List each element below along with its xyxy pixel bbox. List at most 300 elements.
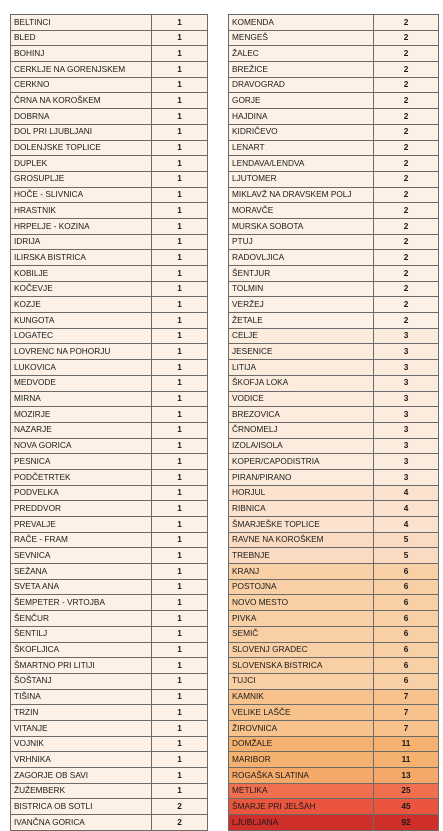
count-value: 3 [374,328,439,344]
table-row [11,720,208,736]
municipality-name: ZAGORJE OB SAVI [11,768,152,784]
count-value: 6 [374,564,439,580]
table-row [11,658,208,674]
count-value: 2 [374,30,439,46]
count-value: 1 [152,736,208,752]
count-value: 1 [152,422,208,438]
table-row [11,736,208,752]
table-row [11,407,208,423]
municipality-name: HOČE - SLIVNICA [11,187,152,203]
municipality-name: BOHINJ [11,46,152,62]
municipality-name: DUPLEK [11,156,152,172]
table-row [229,360,439,376]
municipality-name: LJUBLJANA [229,815,374,831]
table-row [229,501,439,517]
count-value: 3 [374,407,439,423]
table-row [11,705,208,721]
table-row [229,658,439,674]
table-row [229,595,439,611]
municipality-name: ŠKOFJA LOKA [229,375,374,391]
table-row [229,297,439,313]
table-row [11,218,208,234]
table-row [11,391,208,407]
count-value: 2 [374,313,439,329]
municipality-name: ŠEMPETER - VRTOJBA [11,595,152,611]
count-value: 1 [152,140,208,156]
municipality-name: IDRIJA [11,234,152,250]
municipality-name: HORJUL [229,485,374,501]
municipality-name: HRASTNIK [11,203,152,219]
count-value: 1 [152,673,208,689]
count-value: 1 [152,689,208,705]
count-value: 1 [152,15,208,31]
table-row [229,281,439,297]
count-value: 1 [152,485,208,501]
count-value: 1 [152,454,208,470]
table-row [11,15,208,31]
municipality-name: ŠENTILJ [11,626,152,642]
count-value: 6 [374,595,439,611]
count-value: 25 [374,783,439,799]
municipality-name: HAJDINA [229,109,374,125]
municipality-name: CERKLJE NA GORENJSKEM [11,62,152,78]
municipality-name: TREBNJE [229,548,374,564]
count-value: 1 [152,391,208,407]
table-row [229,736,439,752]
table-row [11,485,208,501]
municipality-name: ŠMARTNO PRI LITIJI [11,658,152,674]
municipality-name: MEDVODE [11,375,152,391]
table-row [229,705,439,721]
municipality-name: MENGEŠ [229,30,374,46]
municipality-name: MORAVČE [229,203,374,219]
municipality-name: BISTRICA OB SOTLI [11,799,152,815]
table-row [229,313,439,329]
count-value: 3 [374,344,439,360]
table-row [11,469,208,485]
municipality-name: PODČETRTEK [11,469,152,485]
municipality-name: HRPELJE - KOZINA [11,218,152,234]
count-value: 1 [152,658,208,674]
municipality-name: LJUTOMER [229,171,374,187]
count-value: 6 [374,611,439,627]
table-row [229,140,439,156]
count-value: 2 [374,297,439,313]
municipality-name: MOZIRJE [11,407,152,423]
municipality-name: KOČEVJE [11,281,152,297]
count-value: 1 [152,705,208,721]
municipality-name: GROSUPLJE [11,171,152,187]
table-row [229,673,439,689]
table-row [11,344,208,360]
municipality-name: RAVNE NA KOROŠKEM [229,532,374,548]
count-value: 1 [152,344,208,360]
table-row [11,548,208,564]
table-body-left [11,15,208,831]
municipality-name: MURSKA SOBOTA [229,218,374,234]
municipality-name: VELIKE LAŠČE [229,705,374,721]
table-row [229,266,439,282]
table-row [11,250,208,266]
table-row [11,689,208,705]
count-value: 1 [152,438,208,454]
table-row [11,266,208,282]
municipality-name: MIKLAVŽ NA DRAVSKEM POLJ [229,187,374,203]
municipality-name: SEMIČ [229,626,374,642]
count-value: 3 [374,391,439,407]
table-body-right [229,15,439,831]
count-value: 2 [374,203,439,219]
table-row [11,46,208,62]
count-value: 1 [152,30,208,46]
municipality-name: BELTINCI [11,15,152,31]
table-row [229,611,439,627]
municipality-name: MIRNA [11,391,152,407]
table-row [229,30,439,46]
count-value: 1 [152,642,208,658]
count-value: 1 [152,156,208,172]
count-value: 3 [374,438,439,454]
municipality-name: LENART [229,140,374,156]
table-row [11,62,208,78]
count-value: 1 [152,517,208,533]
count-value: 2 [152,799,208,815]
count-value: 6 [374,673,439,689]
count-value: 1 [152,313,208,329]
count-value: 1 [152,328,208,344]
municipality-name: ŠMARJE PRI JELŠAH [229,799,374,815]
table-row [229,626,439,642]
count-value: 1 [152,187,208,203]
municipality-name: BLED [11,30,152,46]
municipality-name: NOVO MESTO [229,595,374,611]
municipality-name: JESENICE [229,344,374,360]
table-row [11,234,208,250]
municipality-table-right [228,14,439,831]
municipality-name: ČRNOMELJ [229,422,374,438]
municipality-name: KRANJ [229,564,374,580]
table-row [229,689,439,705]
count-value: 1 [152,124,208,140]
count-value: 1 [152,93,208,109]
table-row [229,799,439,815]
municipality-name: TUJCI [229,673,374,689]
municipality-name: ŠKOFLJICA [11,642,152,658]
table-row [229,469,439,485]
table-row [11,783,208,799]
table-row [229,564,439,580]
table-row [229,532,439,548]
count-value: 3 [374,454,439,470]
table-row [11,564,208,580]
municipality-name: LUKOVICA [11,360,152,376]
table-row [229,62,439,78]
count-value: 1 [152,595,208,611]
count-value: 6 [374,658,439,674]
count-value: 1 [152,548,208,564]
table-row [229,642,439,658]
count-value: 1 [152,360,208,376]
table-row [229,234,439,250]
municipality-name: DOBRNA [11,109,152,125]
count-value: 1 [152,626,208,642]
table-row [11,768,208,784]
count-value: 1 [152,469,208,485]
table-row [11,422,208,438]
table-row [11,611,208,627]
count-value: 5 [374,532,439,548]
municipality-name: ŽIROVNICA [229,720,374,736]
table-row [11,187,208,203]
municipality-name: NAZARJE [11,422,152,438]
table-row [229,517,439,533]
municipality-name: BREŽICE [229,62,374,78]
count-value: 1 [152,109,208,125]
municipality-name: DOLENJSKE TOPLICE [11,140,152,156]
municipality-name: RIBNICA [229,501,374,517]
count-value: 6 [374,626,439,642]
count-value: 6 [374,579,439,595]
municipality-name: TIŠINA [11,689,152,705]
count-value: 1 [152,218,208,234]
table-row [11,171,208,187]
count-value: 1 [152,203,208,219]
table-row [229,438,439,454]
table-row [229,548,439,564]
municipality-name: SVETA ANA [11,579,152,595]
count-value: 1 [152,564,208,580]
municipality-name: ŠOŠTANJ [11,673,152,689]
count-value: 4 [374,485,439,501]
municipality-name: ŽUŽEMBERK [11,783,152,799]
municipality-name: ŽALEC [229,46,374,62]
count-value: 2 [374,171,439,187]
table-row [229,203,439,219]
count-value: 2 [374,218,439,234]
municipality-name: PIRAN/PIRANO [229,469,374,485]
count-value: 1 [152,297,208,313]
municipality-name: KOZJE [11,297,152,313]
table-row [11,673,208,689]
municipality-name: PREDDVOR [11,501,152,517]
table-row [229,218,439,234]
count-value: 1 [152,501,208,517]
count-value: 3 [374,360,439,376]
count-value: 7 [374,720,439,736]
municipality-name: POSTOJNA [229,579,374,595]
municipality-name: KOPER/CAPODISTRIA [229,454,374,470]
count-value: 2 [374,266,439,282]
table-row [11,375,208,391]
table-row [11,438,208,454]
count-value: 11 [374,752,439,768]
table-row [229,46,439,62]
table-row [229,485,439,501]
table-row [11,626,208,642]
table-row [229,454,439,470]
table-row [229,783,439,799]
table-row [229,375,439,391]
table-row [11,642,208,658]
table-row [229,93,439,109]
count-value: 2 [374,77,439,93]
municipality-name: BREZOVICA [229,407,374,423]
count-value: 3 [374,375,439,391]
count-value: 4 [374,517,439,533]
municipality-name: METLIKA [229,783,374,799]
municipality-name: RADOVLJICA [229,250,374,266]
table-row [11,124,208,140]
count-value: 2 [374,156,439,172]
municipality-name: LENDAVA/LENDVA [229,156,374,172]
municipality-name: VOJNIK [11,736,152,752]
count-value: 13 [374,768,439,784]
municipality-table-left [10,14,208,831]
table-row [11,454,208,470]
count-value: 1 [152,611,208,627]
table-row [229,407,439,423]
table-row [229,815,439,831]
table-row [229,187,439,203]
municipality-name: PREVALJE [11,517,152,533]
municipality-name: ŠENTJUR [229,266,374,282]
table-row [11,140,208,156]
count-value: 7 [374,705,439,721]
count-value: 1 [152,250,208,266]
table-row [11,281,208,297]
count-value: 1 [152,375,208,391]
table-row [11,156,208,172]
municipality-name: VRHNIKA [11,752,152,768]
municipality-name: PIVKA [229,611,374,627]
count-value: 2 [374,140,439,156]
municipality-name: KOBILJE [11,266,152,282]
table-row [11,203,208,219]
municipality-name: KOMENDA [229,15,374,31]
municipality-name: ŠENČUR [11,611,152,627]
municipality-name: VODICE [229,391,374,407]
table-row [11,297,208,313]
table-row [229,579,439,595]
municipality-name: KAMNIK [229,689,374,705]
municipality-name: KUNGOTA [11,313,152,329]
municipality-name: SEVNICA [11,548,152,564]
count-value: 3 [374,422,439,438]
count-value: 2 [374,93,439,109]
municipality-name: CELJE [229,328,374,344]
municipality-name: CERKNO [11,77,152,93]
count-value: 1 [152,579,208,595]
municipality-name: TOLMIN [229,281,374,297]
table-row [11,109,208,125]
count-value: 1 [152,783,208,799]
count-value: 4 [374,501,439,517]
table-row [11,815,208,831]
table-row [229,77,439,93]
municipality-name: ŽETALE [229,313,374,329]
count-value: 1 [152,532,208,548]
table-row [11,517,208,533]
table-row [11,77,208,93]
table-row [11,328,208,344]
table-row [11,595,208,611]
count-value: 1 [152,46,208,62]
table-row [11,93,208,109]
table-row [229,124,439,140]
municipality-name: IZOLA/ISOLA [229,438,374,454]
count-value: 1 [152,281,208,297]
municipality-name: RAČE - FRAM [11,532,152,548]
count-value: 1 [152,720,208,736]
municipality-name: SLOVENJ GRADEC [229,642,374,658]
count-value: 92 [374,815,439,831]
table-row [229,391,439,407]
municipality-name: ČRNA NA KOROŠKEM [11,93,152,109]
count-value: 2 [374,124,439,140]
table-row [11,752,208,768]
municipality-name: ILIRSKA BISTRICA [11,250,152,266]
municipality-name: IVANČNA GORICA [11,815,152,831]
table-row [11,313,208,329]
municipality-name: ROGAŠKA SLATINA [229,768,374,784]
municipality-name: LOGATEC [11,328,152,344]
count-value: 45 [374,799,439,815]
count-value: 2 [374,15,439,31]
table-row [229,156,439,172]
municipality-name: KIDRIČEVO [229,124,374,140]
table-row [11,799,208,815]
table-row [229,422,439,438]
table-row [229,171,439,187]
municipality-name: LITIJA [229,360,374,376]
table-row [11,579,208,595]
count-value: 2 [152,815,208,831]
count-value: 2 [374,250,439,266]
count-value: 2 [374,109,439,125]
municipality-name: MARIBOR [229,752,374,768]
count-value: 2 [374,234,439,250]
count-value: 3 [374,469,439,485]
count-value: 2 [374,62,439,78]
table-row [11,501,208,517]
municipality-name: VERŽEJ [229,297,374,313]
count-value: 1 [152,752,208,768]
count-value: 1 [152,768,208,784]
table-row [229,344,439,360]
table-row [229,15,439,31]
municipality-name: NOVA GORICA [11,438,152,454]
count-value: 1 [152,407,208,423]
municipality-name: LOVRENC NA POHORJU [11,344,152,360]
municipality-name: TRZIN [11,705,152,721]
table-row [229,752,439,768]
table-row [11,532,208,548]
count-value: 11 [374,736,439,752]
municipality-name: DOL PRI LJUBLJANI [11,124,152,140]
municipality-name: ŠMARJEŠKE TOPLICE [229,517,374,533]
municipality-name: SEŽANA [11,564,152,580]
municipality-name: DOMŽALE [229,736,374,752]
municipality-name: PTUJ [229,234,374,250]
count-value: 2 [374,281,439,297]
count-value: 1 [152,234,208,250]
count-value: 1 [152,77,208,93]
count-value: 1 [152,266,208,282]
count-value: 2 [374,187,439,203]
count-value: 1 [152,62,208,78]
table-row [11,30,208,46]
table-row [229,250,439,266]
